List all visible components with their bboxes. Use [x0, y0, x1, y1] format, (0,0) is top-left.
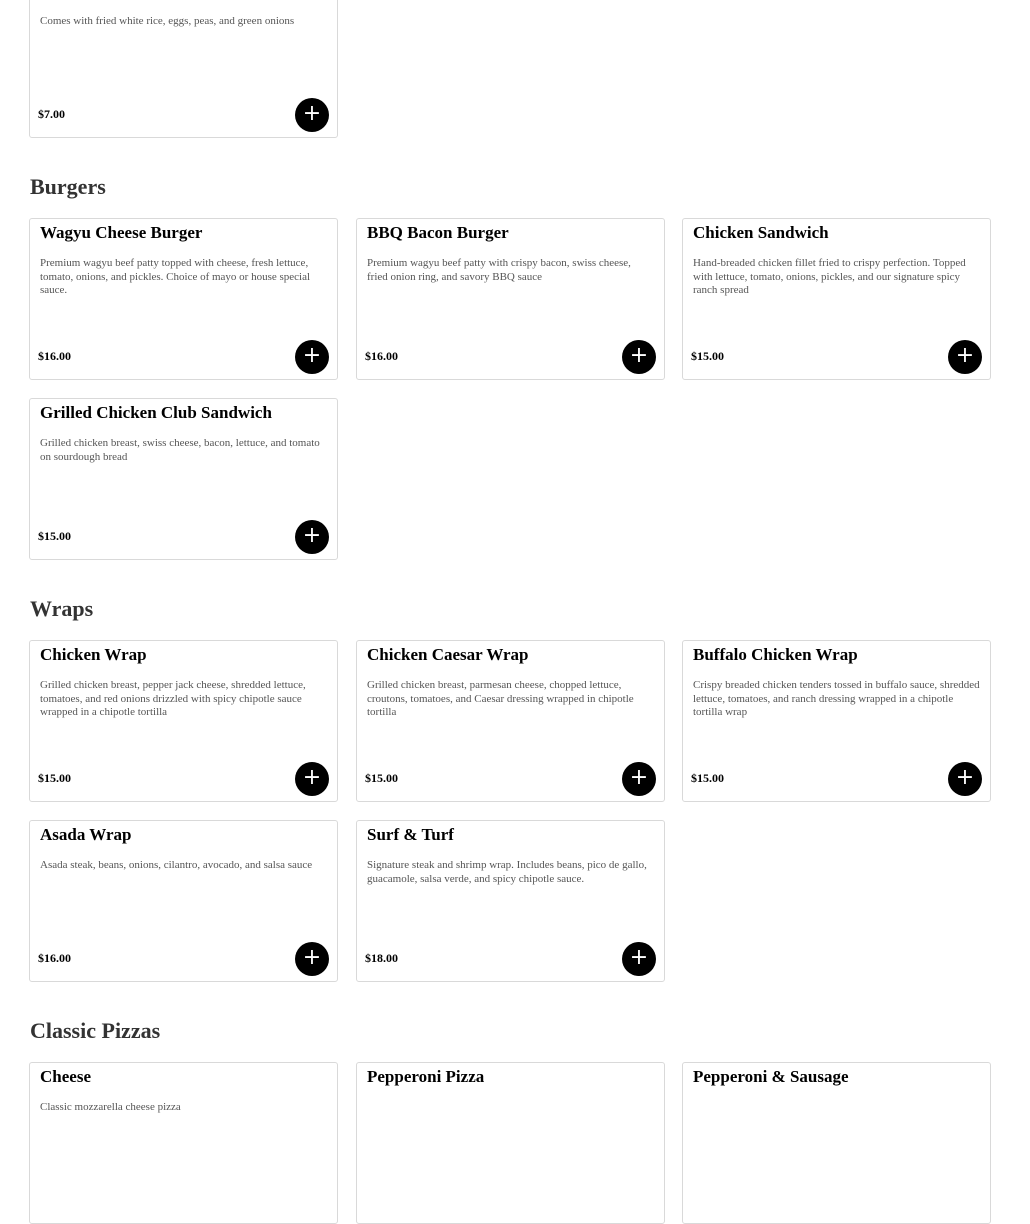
add-to-cart-button[interactable]	[295, 340, 329, 374]
menu-item-card[interactable]	[29, 218, 338, 380]
add-to-cart-button[interactable]	[622, 762, 656, 796]
menu-item-name: Chicken Caesar Wrap	[367, 645, 529, 664]
plus-icon: +	[302, 945, 322, 970]
add-to-cart-button[interactable]	[295, 942, 329, 976]
menu-item-card[interactable]	[356, 640, 665, 802]
menu-item-name: Chicken Sandwich	[693, 223, 829, 242]
plus-icon: +	[302, 765, 322, 790]
add-to-cart-button[interactable]	[622, 340, 656, 374]
menu-item-card[interactable]	[682, 218, 991, 380]
menu-item-price: $16.00	[38, 349, 71, 363]
menu-item-description: Premium wagyu beef patty with crispy bacon, swiss cheese, fried onion ring, and savory BBQ sauce	[367, 257, 631, 283]
menu-item-description: Classic mozzarella cheese pizza	[40, 1101, 181, 1113]
add-to-cart-button[interactable]	[295, 762, 329, 796]
menu-item-card[interactable]	[29, 1062, 338, 1224]
plus-icon: +	[302, 523, 322, 548]
menu-item-description: Hand-breaded chicken fillet fried to crispy perfection. Topped with lettuce, tomato, onions, pickles, and our signature spicy ranch spread	[693, 257, 966, 296]
menu-item-price: $15.00	[691, 349, 724, 363]
add-to-cart-button[interactable]	[948, 340, 982, 374]
menu-item-name: BBQ Bacon Burger	[367, 223, 509, 242]
menu-item-card[interactable]	[29, 820, 338, 982]
menu-item-price: $15.00	[38, 771, 71, 785]
menu-item-description: Signature steak and shrimp wrap. Includes beans, pico de gallo, guacamole, salsa verde, and spicy chipotle sauce.	[367, 859, 647, 885]
plus-icon: +	[955, 343, 975, 368]
menu-item-card[interactable]	[356, 1062, 665, 1224]
menu-item-description: Grilled chicken breast, pepper jack cheese, shredded lettuce, tomatoes, and red onions drizzled with spicy chipotle sauce wrapped in a chipotle tortilla	[40, 679, 306, 718]
menu-item-card[interactable]	[682, 640, 991, 802]
menu-item-price: $15.00	[691, 771, 724, 785]
menu-item-name: Pepperoni Pizza	[367, 1067, 485, 1086]
menu-item-name: Buffalo Chicken Wrap	[693, 645, 858, 664]
menu-item-price: $16.00	[38, 951, 71, 965]
menu-item-name: Grilled Chicken Club Sandwich	[40, 403, 272, 422]
menu-item-description: Grilled chicken breast, swiss cheese, bacon, lettuce, and tomato on sourdough bread	[40, 437, 320, 463]
menu-item-name: Wagyu Cheese Burger	[40, 223, 203, 242]
menu-item-price: $16.00	[365, 349, 398, 363]
section-title-classic-pizzas: Classic Pizzas	[30, 1018, 161, 1043]
menu-item-card[interactable]	[356, 218, 665, 380]
plus-icon: +	[629, 945, 649, 970]
menu-item-description: Premium wagyu beef patty topped with cheese, fresh lettuce, tomato, onions, and pickles. Choice of mayo or house special sauce.	[40, 257, 311, 296]
menu-item-description: Comes with fried white rice, eggs, peas, and green onions	[40, 15, 295, 27]
plus-icon: +	[302, 101, 322, 126]
menu-item-description: Asada steak, beans, onions, cilantro, avocado, and salsa sauce	[40, 859, 313, 871]
plus-icon: +	[629, 765, 649, 790]
plus-icon: +	[629, 343, 649, 368]
menu-item-price: $15.00	[365, 771, 398, 785]
menu-item-name: Surf & Turf	[367, 825, 454, 844]
menu-item-name: Cheese	[40, 1067, 91, 1086]
menu-item-name: Pepperoni & Sausage	[693, 1067, 849, 1086]
menu-item-price: $18.00	[365, 951, 398, 965]
menu-item-description: Crispy breaded chicken tenders tossed in buffalo sauce, shredded lettuce, tomatoes, and ranch dressing wrapped in a chipotle tortilla wrap	[693, 679, 980, 718]
menu-item-card[interactable]	[29, 398, 338, 560]
add-to-cart-button[interactable]	[622, 942, 656, 976]
section-title-burgers: Burgers	[30, 174, 106, 199]
plus-icon: +	[955, 765, 975, 790]
add-to-cart-button[interactable]	[295, 98, 329, 132]
menu-item-card[interactable]	[356, 820, 665, 982]
menu-item-price: $15.00	[38, 529, 71, 543]
menu-item-name: Chicken Wrap	[40, 645, 147, 664]
menu-item-name: Asada Wrap	[40, 825, 132, 844]
add-to-cart-button[interactable]	[295, 520, 329, 554]
menu-item-card[interactable]	[682, 1062, 991, 1224]
add-to-cart-button[interactable]	[948, 762, 982, 796]
menu-item-price: $7.00	[38, 107, 65, 121]
section-title-wraps: Wraps	[30, 596, 94, 621]
menu-item-description: Grilled chicken breast, parmesan cheese, chopped lettuce, croutons, tomatoes, and Caesar dressing wrapped in chipotle tortilla	[367, 679, 634, 718]
menu-item-card[interactable]	[29, 640, 338, 802]
plus-icon: +	[302, 343, 322, 368]
menu-item-card[interactable]	[29, 0, 338, 138]
